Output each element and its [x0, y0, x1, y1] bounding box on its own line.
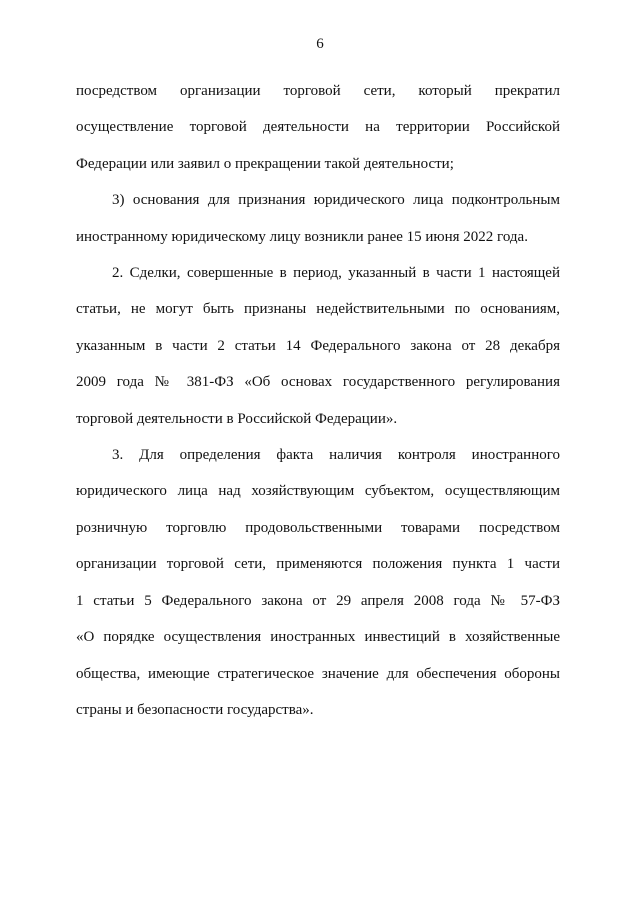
text-line: иностранному юридическому лицу возникли ранее 15 июня 2022 года. — [76, 228, 528, 245]
paragraph-4 — [76, 437, 560, 728]
text-line: 2009 года № 381-ФЗ «Об основах государственного регулирования — [76, 374, 560, 391]
text-line: организации торговой сети, применяются положения пункта 1 части — [76, 556, 560, 573]
document-body — [76, 73, 560, 728]
text-line: «О порядке осуществления иностранных инвестиций в хозяйственные — [76, 629, 560, 646]
text-line: страны и безопасности государства». — [76, 701, 314, 718]
paragraph-3 — [76, 255, 560, 437]
text-line: осуществление торговой деятельности на территории Российской — [76, 119, 560, 136]
text-line: статьи, не могут быть признаны недействительными по основаниям, — [76, 301, 560, 318]
paragraph-1 — [76, 73, 560, 182]
text-line: 3. Для определения факта наличия контроля иностранного — [112, 447, 560, 464]
text-line: 2. Сделки, совершенные в период, указанный в части 1 настоящей — [112, 265, 560, 282]
page-number: 6 — [316, 36, 324, 52]
paragraph-2 — [76, 182, 560, 255]
text-line: розничную торговлю продовольственными товарами посредством — [76, 519, 560, 536]
text-line: 3) основания для признания юридического лица подконтрольным — [112, 192, 560, 209]
text-line: торговой деятельности в Российской Федерации». — [76, 410, 398, 427]
text-line: 1 статьи 5 Федерального закона от 29 апреля 2008 года № 57-ФЗ — [76, 592, 560, 609]
text-line: посредством организации торговой сети, который прекратил — [76, 83, 560, 99]
text-line: юридического лица над хозяйствующим субъектом, осуществляющим — [76, 483, 560, 500]
text-line: указанным в части 2 статьи 14 Федерального закона от 28 декабря — [76, 337, 560, 354]
text-line: общества, имеющие стратегическое значение для обеспечения обороны — [76, 665, 560, 682]
text-line: Федерации или заявил о прекращении такой деятельности; — [76, 155, 454, 172]
